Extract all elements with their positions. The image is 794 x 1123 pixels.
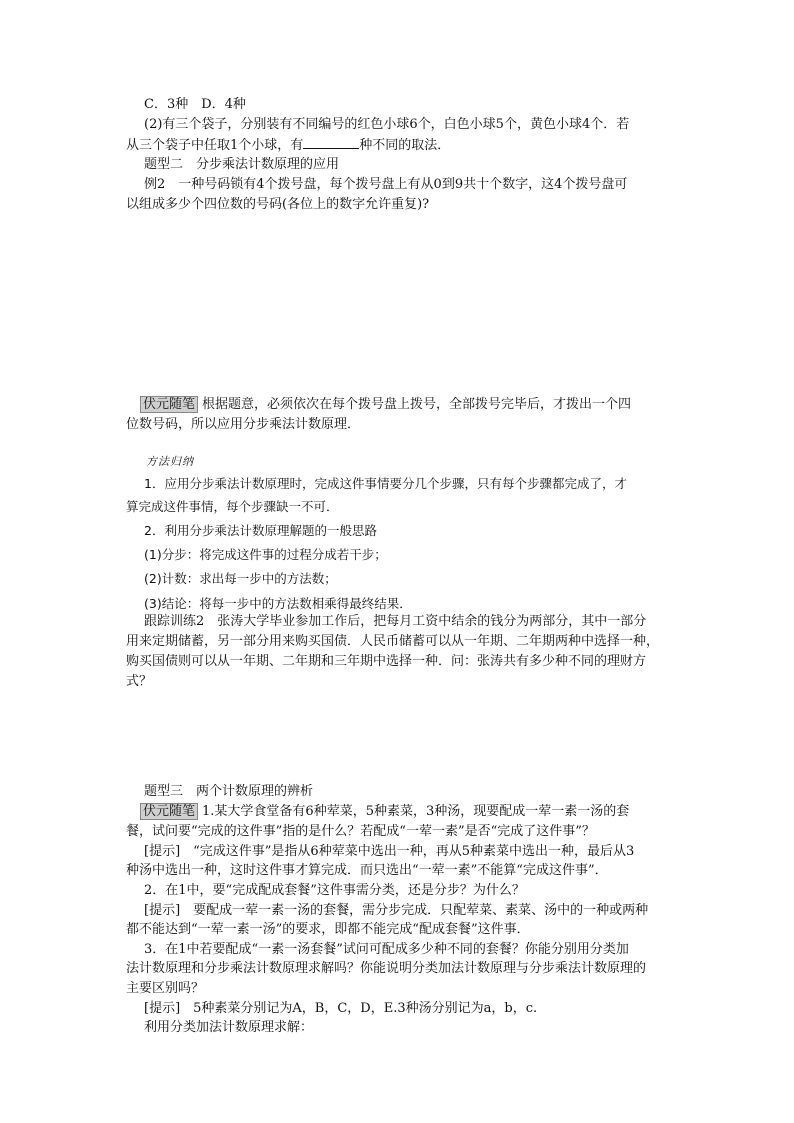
training2-line2: 用来定期储蓄，另一部分用来购买国债．人民币储蓄可以从一年期、二年期两种中选择一种， <box>126 634 660 649</box>
section3-q3-line2: 法计数原理和分步乘法计数原理求解吗？你能说明分类加法计数原理与分步乘法计数原理的 <box>126 961 647 976</box>
example2-line2: 以组成多少个四位数的号码(各位上的数字允许重复)? <box>126 197 430 212</box>
section2-title: 题型二 分步乘法计数原理的应用 <box>144 157 340 172</box>
note1-text: 根据题意，必须依次在每个拨号盘上拨号，全部拨号完毕后，才拨出一个四 <box>202 397 632 412</box>
hint2-line1: [提示] 要配成一荤一素一汤的套餐，需分步完成．只配荤菜、素菜、汤中的一种或两种 <box>144 903 649 918</box>
section3-q1-text: 1.某大学食堂备有6种荤菜，5种素菜，3种汤，现要配成一荤一素一汤的套 <box>202 804 630 819</box>
training2-line3: 购买国债则可以从一年期、二年期和三年期中选择一种．问：张涛共有多少种不同的理财方 <box>126 654 647 669</box>
section3-q3-line3: 主要区别吗？ <box>126 981 205 996</box>
method-step3: (3)结论：将每一步中的方法数相乘得最终结果． <box>144 596 412 611</box>
method-p2: 2．利用分步乘法计数原理解题的一般思路 <box>144 523 377 538</box>
q1-part2-line2 <box>126 136 450 155</box>
section3-title: 题型三 两个计数原理的辨析 <box>144 784 314 799</box>
q1-part2-tail: 种不同的取法． <box>359 138 451 153</box>
example2-line1: 例2 一种号码锁有4个拨号盘，每个拨号盘上有从0到9共十个数字，这4个拨号盘可 <box>144 177 628 192</box>
method-step1: (1)分步：将完成这件事的过程分成若干步； <box>144 547 387 562</box>
section3-q1-line2: 餐，试问要“完成的这件事”指的是什么？若配成“一荤一素”是否“完成了这件事”？ <box>126 824 595 839</box>
last-line: 利用分类加法计数原理求解： <box>144 1020 314 1035</box>
hint1-line2: 种汤中选出一种，这时这件事才算完成．而只选出“一荤一素”不能算“完成这件事”． <box>126 863 608 878</box>
method-p1-line1: 1．应用分步乘法计数原理时，完成这件事情要分几个步骤，只有每个步骤都完成了，才 <box>144 476 627 491</box>
hint1-line1: [提示] “完成这件事”是指从6种荤菜中选出一种，再从5种素菜中选出一种，最后从3 <box>144 844 635 859</box>
q1-options: C．3种 D．4种 <box>144 97 246 112</box>
note-tag: 伏元随笔 <box>140 396 198 413</box>
hint2-line2: 都不能达到“一荤一素一汤”的要求，即都不能完成“配成套餐”这件事． <box>126 922 530 937</box>
section3-q3-line1: 3．在1中若要配成“一素一汤套餐”试问可配成多少种不同的套餐？你能分别用分类加 <box>144 942 629 957</box>
note-tag: 伏元随笔 <box>140 803 198 820</box>
section3-q1-line1 <box>140 803 629 821</box>
method-p1-line2: 算完成这件事情，每个步骤缺一不可． <box>126 499 339 514</box>
section3-q2: 2．在1中，要“完成配成套餐”这件事需分类，还是分步？为什么？ <box>144 883 525 898</box>
training2-line1: 跟踪训练2 张涛大学毕业参加工作后，把每月工资中结余的钱分为两部分，其中一部分 <box>144 614 647 629</box>
q1-part2-line1: (2)有三个袋子，分别装有不同编号的红色小球6个，白色小球5个，黄色小球4个．若 <box>144 117 630 132</box>
hint3: [提示] 5种素菜分别记为A，B，C，D，E.3种汤分别记为a，b，c. <box>144 1001 538 1016</box>
q1-part2-text: 从三个袋子中任取1个小球，有 <box>126 138 304 153</box>
method-step2: (2)计数：求出每一步中的方法数； <box>144 571 337 586</box>
note1-line2: 位数号码，所以应用分步乘法计数原理． <box>126 417 361 432</box>
answer-blank[interactable] <box>303 136 359 149</box>
note1-line1 <box>140 396 631 414</box>
method-title: 方法归纳 <box>146 455 194 468</box>
training2-line4: 式？ <box>126 674 153 689</box>
